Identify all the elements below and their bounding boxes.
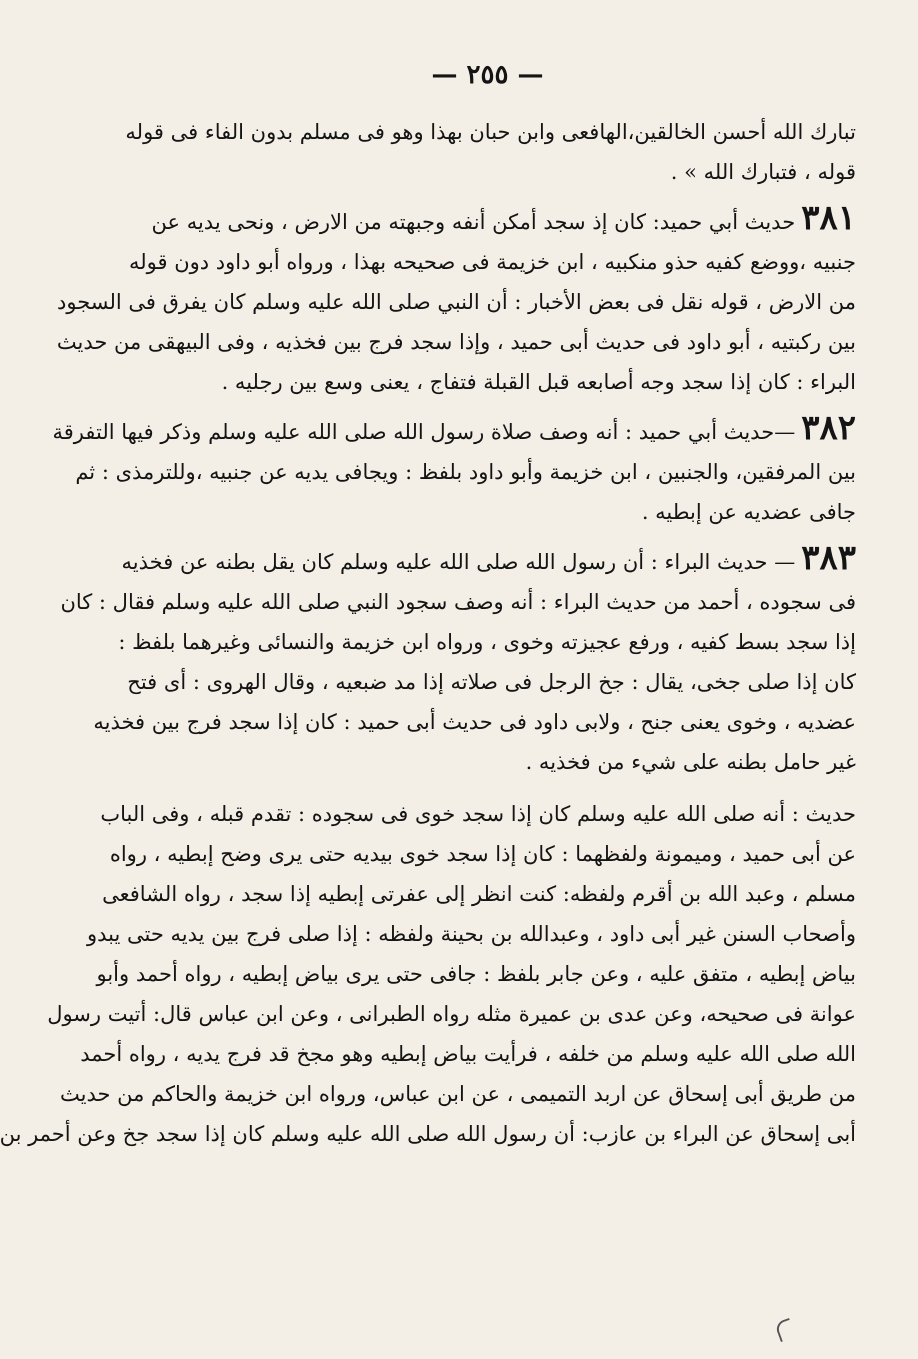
text-line <box>52 408 856 452</box>
text-line: مسلم ، وعبد الله بن أقرم ولفظه: كنت انظر إلى عفرتى إبطيه إذا سجد ، رواه الشافعى <box>102 882 856 906</box>
text-line: كان إذا صلى جخى، يقال : جخ الرجل فى صلاته إذا مد ضبعيه ، وقال الهروى : أى فتح <box>127 670 856 694</box>
text-line: الله صلى الله عليه وسلم من خلفه ، فرأيت بياض إبطيه وهو مجخ قد فرج يديه ، رواه أحمد <box>80 1042 856 1066</box>
text-line: أبى إسحاق عن البراء بن عازب: أن رسول الله صلى الله عليه وسلم كان إذا سجد جخ وعن أحمر بن <box>0 1122 856 1146</box>
text-line: بين ركبتيه ، أبو داود فى حديث أبى حميد ، وإذا سجد فرج بين فخذيه ، وفى البيهقى من حديث <box>56 330 856 354</box>
text-line: عضديه ، وخوى يعنى جنح ، ولابى داود فى حديث أبى حميد : كان إذا سجد فرج بين فخذيه <box>93 710 856 734</box>
text-line: إذا سجد بسط كفيه ، ورفع عجيزته وخوى ، ورواه ابن خزيمة والنسائى وغيرهما بلفظ : <box>118 630 856 654</box>
text-line <box>119 198 856 242</box>
text-line: جنبيه ،ووضع كفيه حذو منكبيه ، ابن خزيمة فى صحيحه بهذا ، ورواه أبو داود دون قوله <box>128 250 856 274</box>
hadith-382-paragraph <box>52 408 856 532</box>
page-number: — ٢٥٥ — <box>431 60 544 90</box>
text-span: — حديث البراء : أن رسول الله صلى الله عليه وسلم كان يقل بطنه عن فخذيه <box>121 550 796 574</box>
text-line: قوله ، فتبارك الله » . <box>670 160 856 184</box>
text-line: عوانة فى صحيحه، وعن عدى بن عميرة مثله رواه الطبرانى ، وعن ابن عباس قال: أتيت رسول <box>47 1002 856 1026</box>
hadith-383-paragraph <box>60 538 856 782</box>
text-line: تبارك الله أحسن الخالقين،الهافعى وابن حبان بهذا وهو فى مسلم بدون الفاء فى قوله <box>125 120 856 144</box>
hadith-final-paragraph <box>0 794 856 1154</box>
text-line: غير حامل بطنه على شيء من فخذيه . <box>525 750 856 774</box>
text-line: حديث : أنه صلى الله عليه وسلم كان إذا سجد خوى فى سجوده : تقدم قبله ، وفى الباب <box>100 802 856 826</box>
text-line: عن أبى حميد ، وميمونة ولفظهما : كان إذا سجد خوى بيديه حتى يرى وضح إبطيه ، رواه <box>109 842 856 866</box>
intro-paragraph <box>119 112 856 192</box>
text-line: بياض إبطيه ، متفق عليه ، وعن جابر بلفظ : جافى حتى يرى بياض إبطيه ، رواه أحمد وأبو <box>96 962 856 986</box>
hadith-number: ٣٨٢ <box>801 408 856 448</box>
text-line: وأصحاب السنن غير أبى داود ، وعبدالله بن بحينة ولفظه : إذا صلى فرج بين يديه حتى يبدو <box>86 922 856 946</box>
text-line: البراء : كان إذا سجد وجه أصابعه قبل القبلة فتفاج ، يعنى وسع بين رجليه . <box>221 370 856 394</box>
hadith-381-paragraph <box>56 198 856 402</box>
page-corner-mark <box>774 1318 796 1342</box>
text-line: بين المرفقين، والجنبين ، ابن خزيمة وأبو داود بلفظ : ويجافى يديه عن جنبيه ،وللترمذى : ثم <box>75 460 856 484</box>
text-line: من الارض ، قوله نقل فى بعض الأخبار : أن النبي صلى الله عليه وسلم كان يفرق فى السجود <box>57 290 856 314</box>
hadith-number: ٣٨١ <box>801 198 856 238</box>
text-line: جافى عضديه عن إبطيه . <box>641 500 856 524</box>
text-span: —حديث أبي حميد : أنه وصف صلاة رسول الله صلى الله عليه وسلم وذكر فيها التفرقة <box>52 420 796 444</box>
text-line <box>119 538 856 582</box>
text-span: حديث أبي حميد: كان إذ سجد أمكن أنفه وجبهته من الارض ، ونحى يديه عن <box>151 210 796 234</box>
text-line: فى سجوده ، أحمد من حديث البراء : أنه وصف سجود النبي صلى الله عليه وسلم فقال : كان <box>60 590 856 614</box>
text-line: من طريق أبى إسحاق عن اربد التميمى ، عن ابن عباس، ورواه ابن خزيمة والحاكم من حديث <box>60 1082 856 1106</box>
hadith-number: ٣٨٣ <box>801 538 856 578</box>
